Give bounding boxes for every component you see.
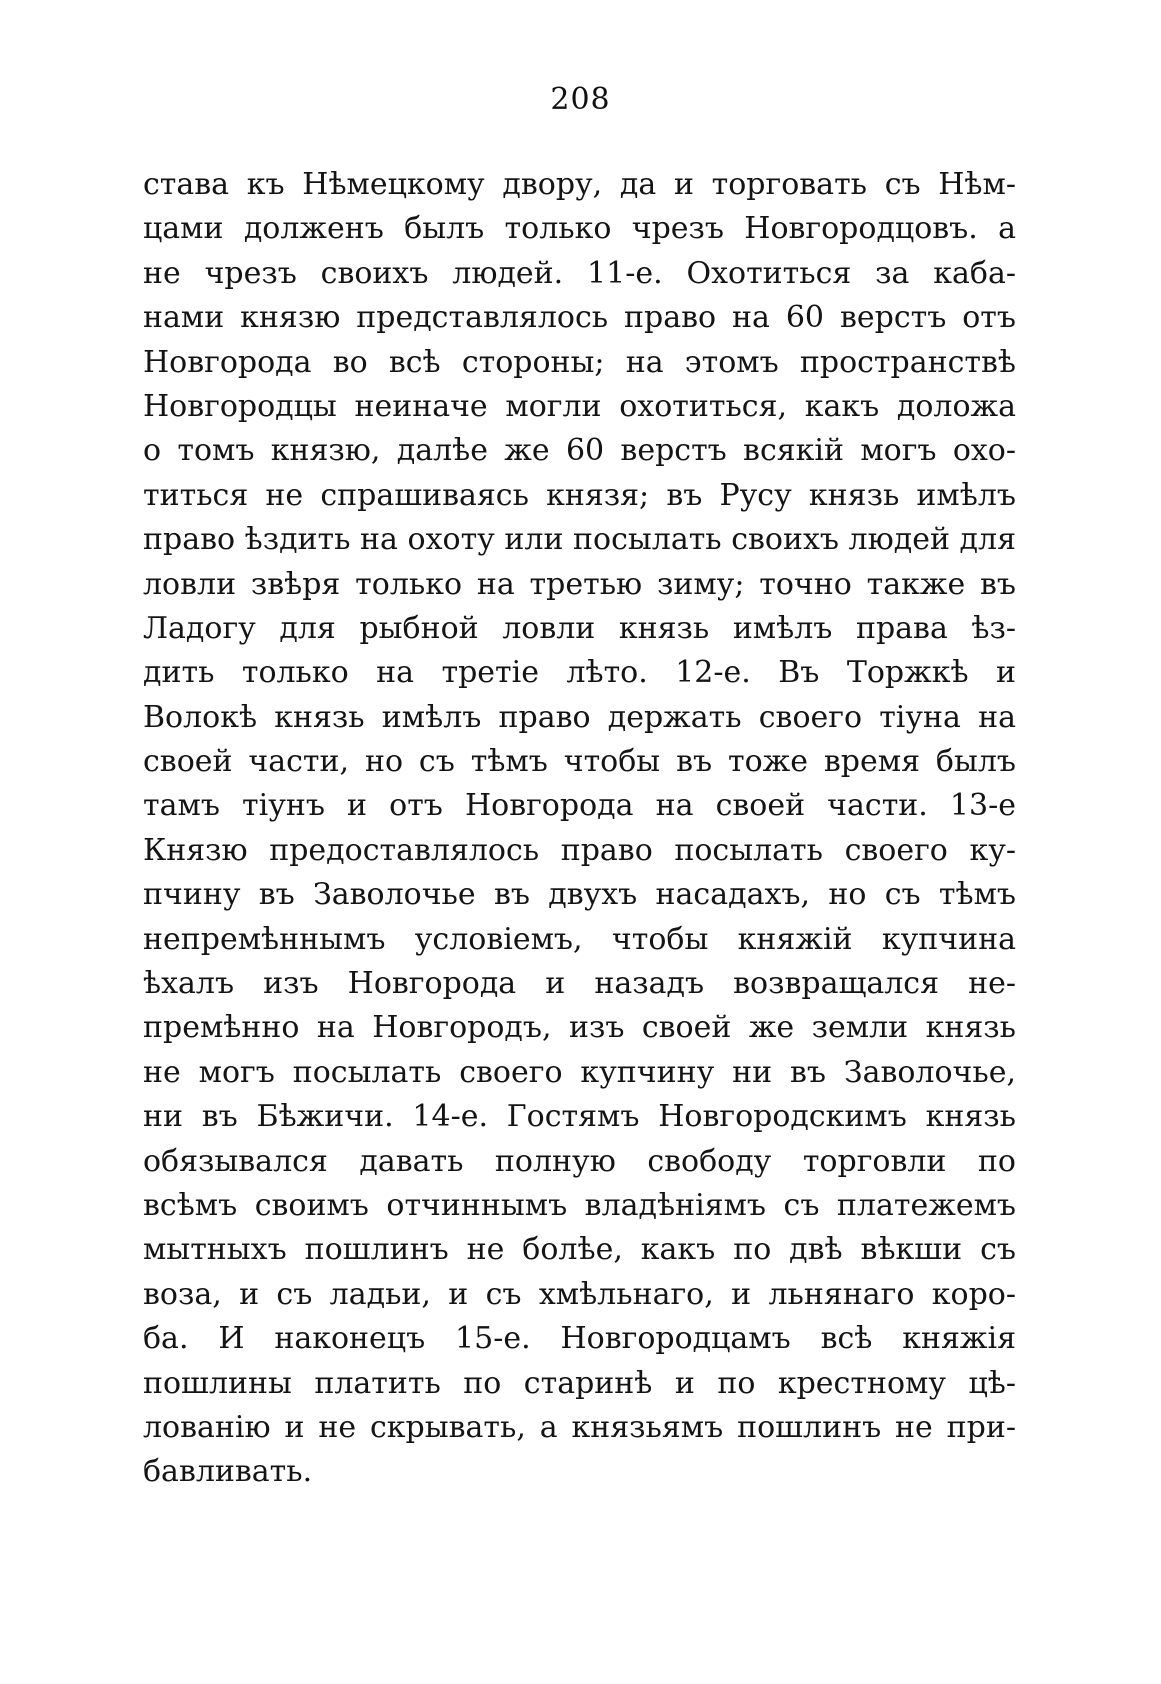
text-line: Волокѣ князь имѣлъ право держать своего тіуна на — [143, 699, 1016, 735]
text-line: обязывался давать полную свободу торговли по — [143, 1143, 1016, 1179]
text-line: титься не спрашиваясь князя; въ Русу князь имѣлъ — [143, 477, 1016, 513]
text-line: Новгорода во всѣ стороны; на этомъ пространствѣ — [143, 344, 1016, 380]
text-line: пошлины платить по старинѣ и по крестному цѣ- — [143, 1365, 1016, 1401]
text-line: тамъ тіунъ и отъ Новгорода на своей части. 13-е — [143, 788, 1016, 824]
page-number: 208 — [550, 82, 611, 117]
text-line: нами князю представлялось право на 60 верстъ отъ — [143, 300, 1016, 336]
text-line: Князю предоставлялось право посылать своего ку- — [143, 832, 1016, 868]
text-line: не чрезъ своихъ людей. 11-е. Охотиться за каба- — [143, 255, 1016, 291]
text-line: дить только на третіе лѣто. 12-е. Въ Торжкѣ и — [143, 655, 1016, 691]
text-line: лованію и не скрывать, а князьямъ пошлинъ не при- — [143, 1409, 1016, 1445]
text-line: своей части, но съ тѣмъ чтобы въ тоже время былъ — [143, 744, 1016, 780]
text-line: о томъ князю, далѣе же 60 верстъ всякій могъ охо- — [143, 433, 1016, 469]
text-line: цами долженъ былъ только чрезъ Новгородцовъ. а — [143, 211, 1016, 247]
text-line: не могъ посылать своего купчину ни въ Заволочье, — [143, 1054, 1016, 1090]
text-line: Ладогу для рыбной ловли князь имѣлъ права ѣз- — [143, 610, 1016, 646]
text-line: ѣхалъ изъ Новгорода и назадъ возвращался не- — [143, 966, 1016, 1002]
text-line: ба. И наконецъ 15-е. Новгородцамъ всѣ княжія — [143, 1321, 1016, 1357]
text-line: непремѣннымъ условіемъ, чтобы княжій купчина — [143, 921, 1016, 957]
text-line: пчину въ Заволочье въ двухъ насадахъ, но съ тѣмъ — [143, 877, 1016, 913]
text-line: премѣнно на Новгородъ, изъ своей же земли князь — [143, 1010, 1016, 1046]
text-line: Новгородцы неиначе могли охотиться, какъ доложа — [143, 388, 1016, 424]
text-line: воза, и съ ладьи, и съ хмѣльнаго, и льнянаго коро- — [143, 1276, 1016, 1312]
text-line: право ѣздить на охоту или посылать своихъ людей для — [143, 522, 1016, 558]
text-line: мытныхъ пошлинъ не болѣе, какъ по двѣ вѣкши съ — [143, 1232, 1016, 1268]
text-line: всѣмъ своимъ отчиннымъ владѣніямъ съ платежемъ — [143, 1187, 1016, 1223]
text-line: става къ Нѣмецкому двору, да и торговать съ Нѣм- — [143, 167, 1016, 202]
body-text — [143, 163, 1016, 1495]
text-line: ловли звѣря только на третью зиму; точно также въ — [143, 566, 1016, 602]
text-line: ни въ Бѣжичи. 14-е. Гостямъ Новгородскимъ князь — [143, 1099, 1016, 1135]
text-line: бавливать. — [143, 1454, 313, 1490]
